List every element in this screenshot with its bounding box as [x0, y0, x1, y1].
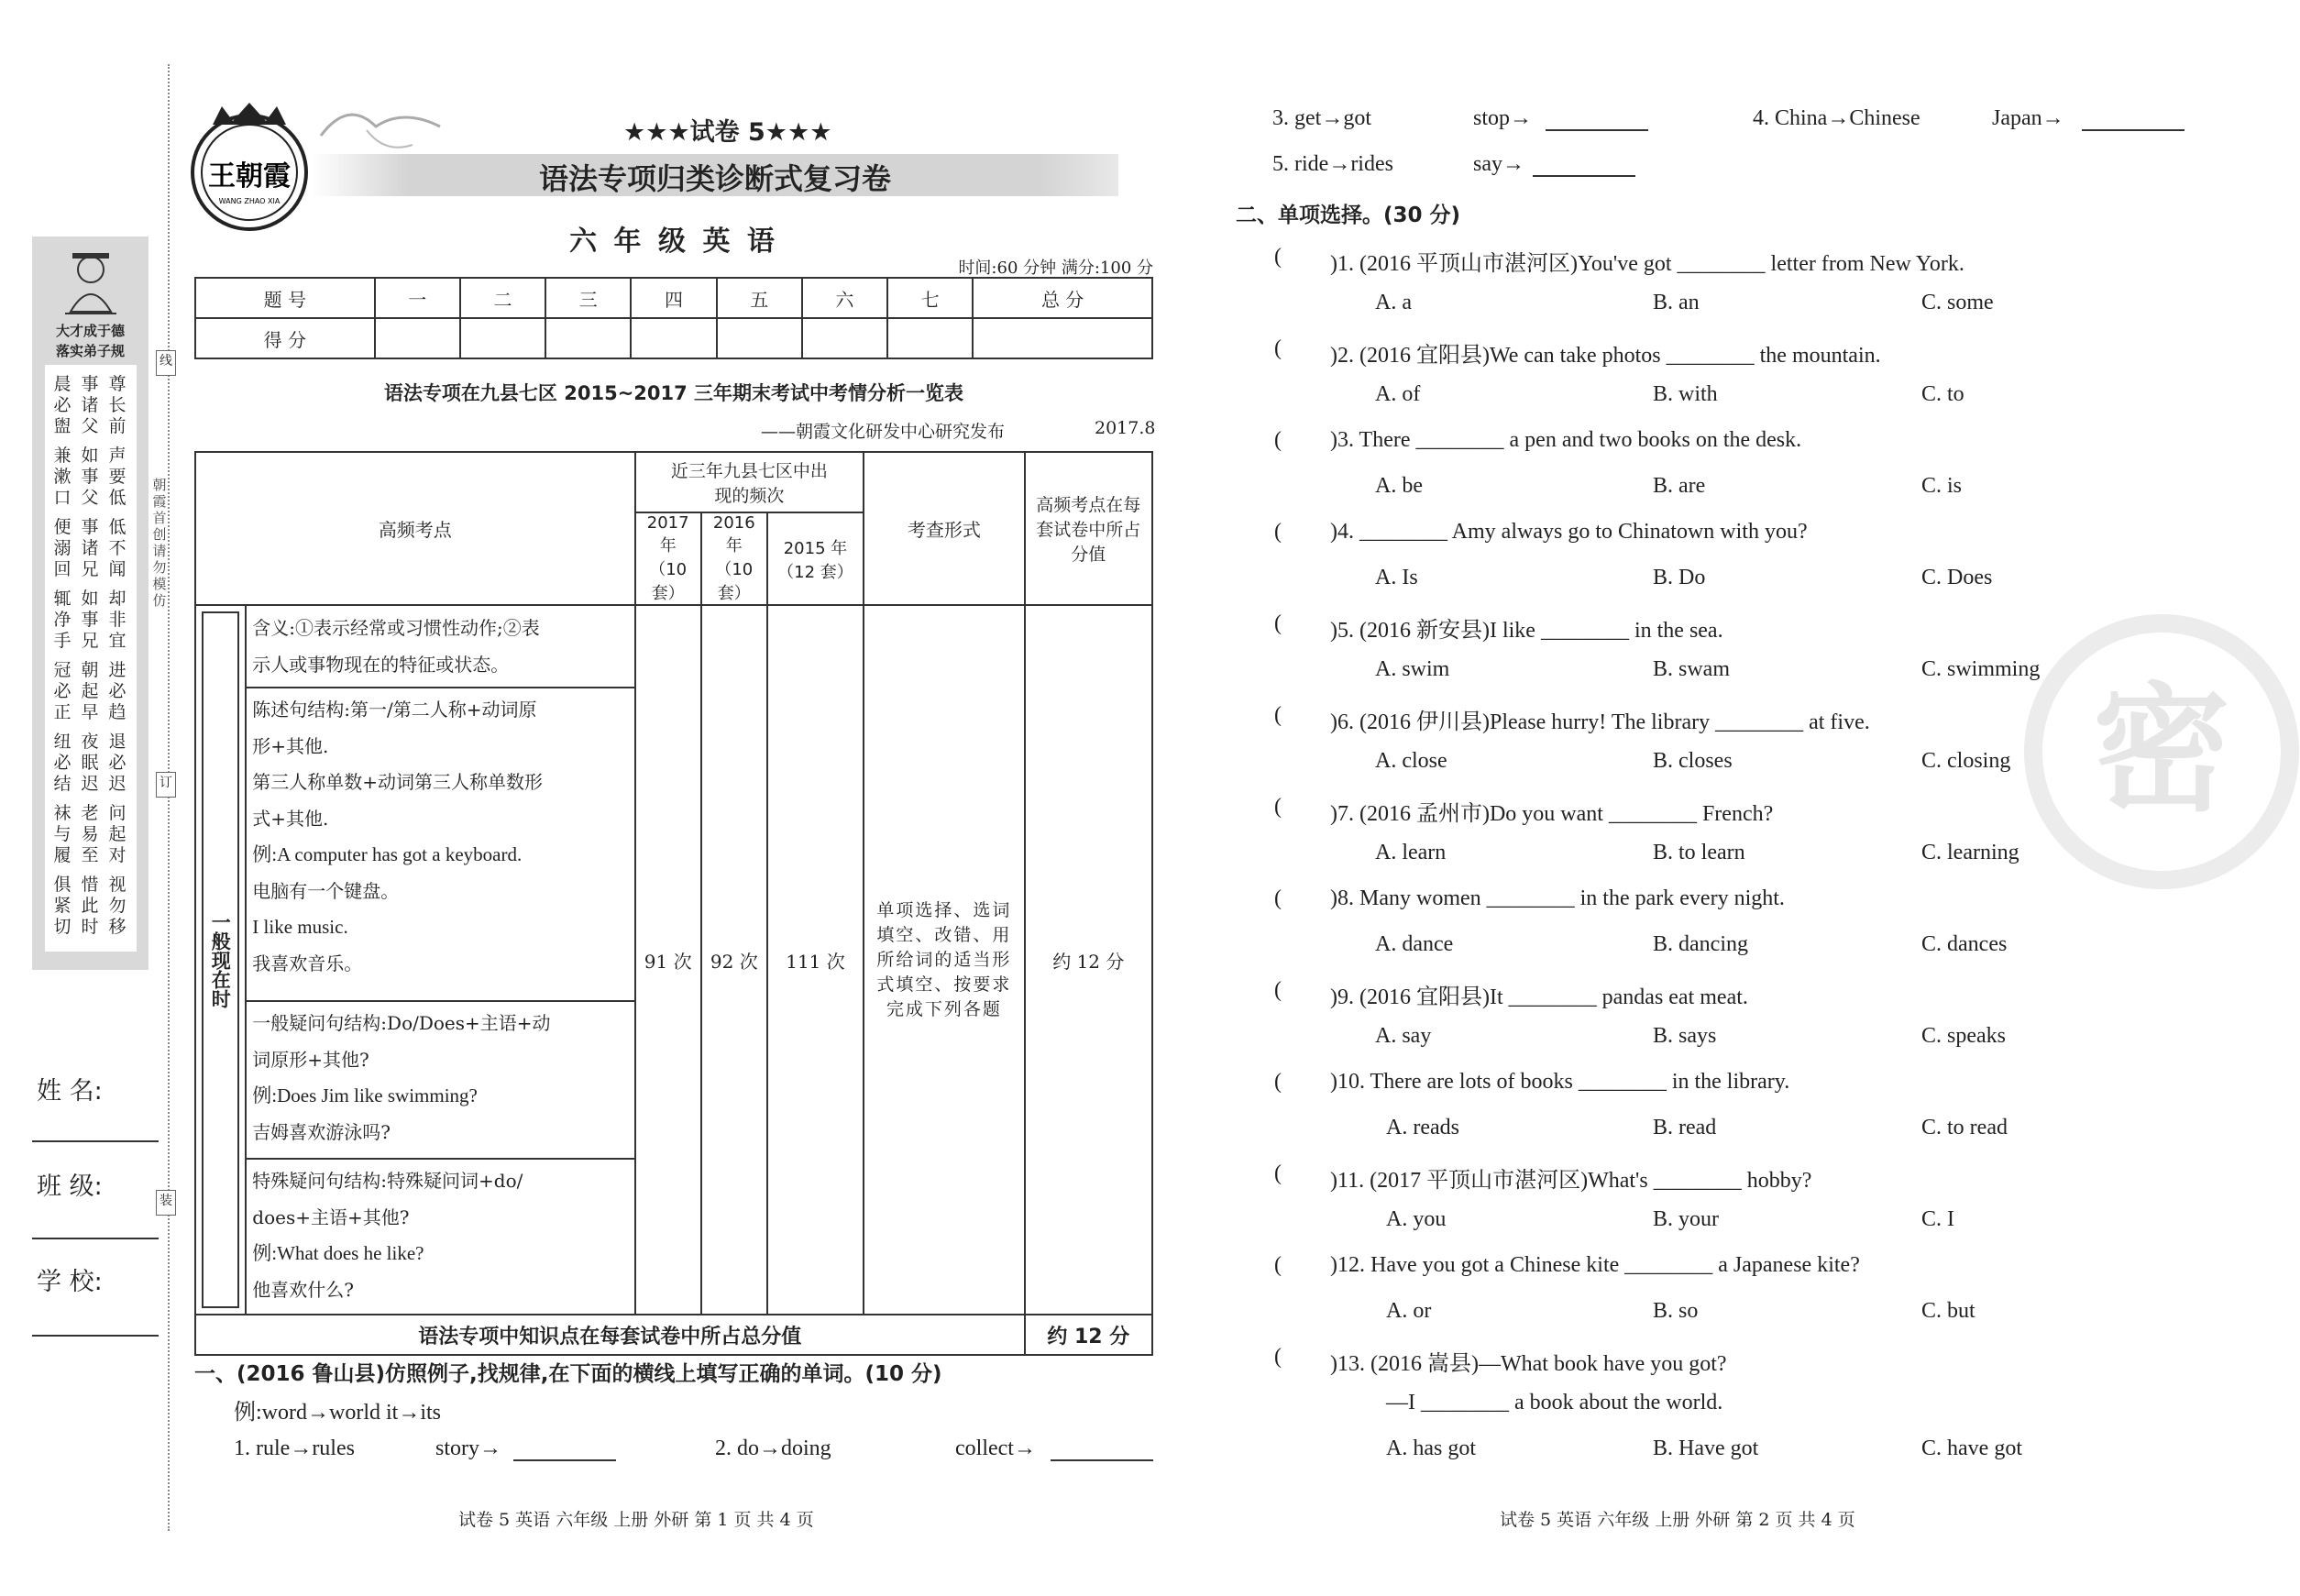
answer-paren[interactable]: (	[1274, 1161, 1282, 1185]
couplet-column: 尊长前	[108, 374, 127, 436]
option-b[interactable]: B. says	[1653, 1024, 1717, 1048]
couplet-column: 如事父	[81, 446, 99, 508]
section2-title: 二、单项选择。(30 分)	[1236, 204, 1461, 227]
option-b[interactable]: B. to learn	[1653, 841, 1745, 864]
q13-paren[interactable]: (	[1274, 1345, 1282, 1369]
option-a[interactable]: A. of	[1375, 382, 1421, 406]
motto-line-2: 落实弟子规	[55, 343, 125, 359]
option-c[interactable]: C. speaks	[1921, 1024, 2006, 1048]
secret-stamp-icon	[2024, 614, 2299, 889]
topic-line: 含义:①表示经常或习惯性动作;②表	[252, 617, 540, 639]
couplet-column: 冠必正	[53, 660, 72, 722]
s1-item-1-prompt: story→	[435, 1436, 501, 1460]
analysis-source: ——朝霞文化研发中心研究发布	[761, 422, 1006, 442]
question-stem: )1. (2016 平顶山市湛河区)You've got ________ letter from New York.	[1330, 252, 1964, 276]
score-row-label: 得 分	[195, 318, 375, 358]
option-a[interactable]: A. close	[1375, 749, 1447, 773]
option-c[interactable]: C. dances	[1921, 932, 2008, 956]
couplet-column: 惜此时	[81, 875, 99, 937]
question-stem: )9. (2016 宜阳县)It ________ pandas eat meat.	[1330, 985, 1748, 1009]
topic-line: 示人或事物现在的特征或状态。	[252, 654, 510, 676]
stamp-char: 密	[2092, 671, 2231, 831]
couplet-column: 声要低	[108, 446, 127, 508]
motto-line-1: 大才成于德	[55, 323, 125, 339]
answer-paren[interactable]: (	[1274, 428, 1282, 452]
option-b[interactable]: B. an	[1653, 291, 1700, 314]
option-c[interactable]: C. swimming	[1921, 657, 2041, 681]
s1-item-3-prompt: stop→	[1473, 106, 1533, 130]
s1-item-2-given: 2. do→doing	[715, 1436, 831, 1460]
topic-line: 例:A computer has got a keyboard.	[252, 843, 523, 865]
category-cell	[195, 605, 246, 1315]
topic-line: 特殊疑问句结构:特殊疑问词+do/	[252, 1170, 523, 1192]
total-value: 约 12 分	[1025, 1315, 1152, 1355]
option-b[interactable]: B. dancing	[1653, 932, 1748, 956]
score-cell[interactable]	[460, 318, 545, 358]
topic-line: 词原形+其他?	[252, 1048, 369, 1071]
s1-item-1-given: 1. rule→rules	[234, 1436, 355, 1460]
s1-item-5-prompt: say→	[1473, 152, 1524, 176]
option-c[interactable]: C. some	[1921, 291, 1994, 314]
name-field[interactable]	[32, 1140, 159, 1142]
exam-number: ★★★试卷 5★★★	[623, 118, 832, 147]
option-b[interactable]: B. are	[1653, 474, 1706, 498]
score-cell[interactable]	[717, 318, 802, 358]
class-label: 班 级:	[37, 1172, 103, 1201]
topic-cell-special-question	[246, 1159, 634, 1315]
q13-option-b[interactable]: B. Have got	[1653, 1436, 1759, 1460]
option-b[interactable]: B. with	[1653, 382, 1718, 406]
cut-mark-1: 线	[156, 350, 176, 376]
score-table	[194, 277, 1153, 359]
page2-footer: 试卷 5 英语 六年级 上册 外研 第 2 页 共 4 页	[1500, 1510, 1855, 1530]
topic-line: 他喜欢什么?	[252, 1278, 355, 1301]
s1-item-4-given: 4. China→Chinese	[1753, 106, 1920, 130]
exam-form: 单项选择、选词填空、改错、用所给词的适当形式填空、按要求完成下列各题	[864, 605, 1024, 1315]
answer-paren[interactable]: (	[1274, 520, 1282, 544]
header-2017: 2017 年（10 套）	[635, 512, 701, 605]
topic-line: I like music.	[252, 916, 348, 938]
topic-line: 例:What does he like?	[252, 1242, 424, 1264]
couplet-column: 辄净手	[53, 589, 72, 651]
couplet-column: 如事兄	[81, 589, 99, 651]
time-info: 时间:60 分钟 满分:100 分	[958, 259, 1153, 278]
topic-line: 我喜欢音乐。	[252, 952, 363, 974]
topic-line: 电脑有一个键盘。	[252, 879, 400, 902]
page1-footer: 试卷 5 英语 六年级 上册 外研 第 1 页 共 4 页	[458, 1510, 814, 1530]
answer-paren[interactable]: (	[1274, 1253, 1282, 1277]
s1-item-1-blank[interactable]	[513, 1459, 616, 1461]
question-stem: )7. (2016 孟州市)Do you want ________ French?	[1330, 802, 1774, 826]
category-label: 一般现在时	[202, 611, 239, 1308]
topic-line: 第三人称单数+动词第三人称单数形	[252, 771, 544, 793]
question-stem: )6. (2016 伊川县)Please hurry! The library ________ at five.	[1330, 710, 1870, 734]
s1-item-5-blank[interactable]	[1533, 175, 1635, 177]
option-a[interactable]: A. learn	[1375, 841, 1447, 864]
score-value: 约 12 分	[1025, 605, 1152, 1315]
option-c[interactable]: C. learning	[1921, 841, 2019, 864]
score-cell[interactable]	[545, 318, 631, 358]
couplet-column: 进必趋	[108, 660, 127, 722]
answer-paren[interactable]: (	[1274, 795, 1282, 819]
question-stem: )11. (2017 平顶山市湛河区)What's ________ hobby?	[1330, 1169, 1812, 1193]
analysis-date: 2017.8	[1095, 418, 1156, 438]
score-header: 题 号	[195, 278, 375, 318]
couplet-column: 兼漱口	[53, 446, 72, 508]
couplet-column: 晨必盥	[53, 374, 72, 436]
answer-paren[interactable]: (	[1274, 703, 1282, 727]
answer-paren[interactable]: (	[1274, 978, 1282, 1002]
option-a[interactable]: A. dance	[1375, 932, 1454, 956]
option-a[interactable]: A. say	[1375, 1024, 1432, 1048]
q13-line2: —I ________ a book about the world.	[1386, 1391, 1723, 1414]
q13-option-c[interactable]: C. have got	[1921, 1436, 2022, 1460]
couplet-column: 问起对	[108, 803, 127, 865]
topic-line: 例:Does Jim like swimming?	[252, 1084, 478, 1106]
header-form: 考查形式	[864, 452, 1024, 605]
option-b[interactable]: B. Do	[1653, 566, 1706, 589]
s1-item-4-prompt: Japan→	[1992, 106, 2064, 130]
topic-line: 一般疑问句结构:Do/Does+主语+动	[252, 1012, 551, 1034]
question-stem: )10. There are lots of books ________ in the library.	[1330, 1070, 1790, 1094]
topic-cell-statement	[246, 688, 634, 1001]
topic-line: 吉姆喜欢游泳吗?	[252, 1120, 391, 1143]
q13-option-a[interactable]: A. has got	[1386, 1436, 1476, 1460]
option-c[interactable]: C. is	[1921, 474, 1963, 498]
q13-stem: )13. (2016 嵩县)—What book have you got?	[1330, 1352, 1727, 1376]
score-header: 四	[631, 278, 716, 318]
score-header: 一	[375, 278, 460, 318]
answer-paren[interactable]: (	[1274, 336, 1282, 360]
couplet-column: 纽必结	[53, 732, 72, 794]
answer-paren[interactable]: (	[1274, 611, 1282, 635]
s1-item-2-prompt: collect→	[955, 1436, 1036, 1460]
s1-item-3-blank[interactable]	[1546, 129, 1648, 131]
option-a[interactable]: A. a	[1375, 291, 1412, 314]
option-c[interactable]: C. Does	[1921, 566, 1993, 589]
name-label: 姓 名:	[37, 1077, 103, 1106]
option-c[interactable]: C. to	[1921, 382, 1964, 406]
header-2016: 2016 年（10 套）	[701, 512, 767, 605]
analysis-table	[194, 451, 1153, 1356]
option-c[interactable]: C. I	[1921, 1207, 1954, 1231]
topic-line: 形+其他.	[252, 734, 329, 757]
s1-item-4-blank[interactable]	[2082, 129, 2184, 131]
s1-item-5-given: 5. ride→rides	[1272, 152, 1393, 176]
section1-title: 一、(2016 鲁山县)仿照例子,找规律,在下面的横线上填写正确的单词。(10 分)	[194, 1362, 942, 1386]
header-topic: 高频考点	[195, 452, 635, 605]
section1-example: 例:word→world it→its	[234, 1401, 441, 1425]
couplet-column: 便溺回	[53, 517, 72, 579]
couplet-column: 事诸兄	[81, 517, 99, 579]
option-c[interactable]: C. closing	[1921, 749, 2011, 773]
couplet-column: 事诸父	[81, 374, 99, 436]
s1-item-2-blank[interactable]	[1051, 1459, 1153, 1461]
header-frequency: 近三年九县七区中出现的频次	[635, 452, 864, 512]
header-value: 高频考点在每套试卷中所占分值	[1025, 452, 1152, 605]
score-header: 五	[717, 278, 802, 318]
school-label: 学 校:	[37, 1268, 103, 1296]
option-b[interactable]: B. swam	[1653, 657, 1730, 681]
analysis-title: 语法专项在九县七区 2015~2017 三年期末考试中考情分析一览表	[383, 382, 964, 404]
scholar-figure-icon	[58, 244, 124, 317]
option-a[interactable]: A. reads	[1386, 1116, 1459, 1139]
option-c[interactable]: C. to read	[1921, 1116, 2008, 1139]
option-b[interactable]: B. read	[1653, 1116, 1717, 1139]
couplet-column: 俱紧切	[53, 875, 72, 937]
option-a[interactable]: A. or	[1386, 1299, 1432, 1323]
option-c[interactable]: C. but	[1921, 1299, 1975, 1323]
school-field[interactable]	[32, 1335, 159, 1337]
couplet-column: 朝起早	[81, 660, 99, 722]
question-stem: )3. There ________ a pen and two books on the desk.	[1330, 428, 1802, 452]
couplet-column: 却非宜	[108, 589, 127, 651]
di-zi-gui-couplets	[45, 365, 137, 952]
answer-paren[interactable]: (	[1274, 886, 1282, 910]
option-b[interactable]: B. your	[1653, 1207, 1719, 1231]
question-stem: )12. Have you got a Chinese kite ________ a Japanese kite?	[1330, 1253, 1860, 1277]
subject-title: 六 年 级 英 语	[569, 226, 778, 258]
couplet-column: 低不闻	[108, 517, 127, 579]
cut-mark-2: 订	[156, 772, 176, 798]
answer-paren[interactable]: (	[1274, 1070, 1282, 1094]
score-cell[interactable]	[973, 318, 1152, 358]
score-header: 三	[545, 278, 631, 318]
binding-line	[168, 64, 170, 1531]
logo-text: 王朝霞	[208, 160, 291, 193]
option-b[interactable]: B. so	[1653, 1299, 1699, 1323]
question-stem: )5. (2016 新安县)I like ________ in the sea.	[1330, 619, 1723, 643]
option-a[interactable]: A. swim	[1375, 657, 1450, 681]
score-header: 二	[460, 278, 545, 318]
question-stem: )2. (2016 宜阳县)We can take photos ________ the mountain.	[1330, 344, 1881, 368]
question-stem: )8. Many women ________ in the park every night.	[1330, 886, 1785, 910]
couplet-column: 视勿移	[108, 875, 127, 937]
banner-title: 语法专项归类诊断式复习卷	[538, 161, 891, 196]
cut-mark-3: 装	[156, 1190, 176, 1216]
option-b[interactable]: B. closes	[1653, 749, 1733, 773]
class-field[interactable]	[32, 1238, 159, 1239]
score-header: 六	[802, 278, 887, 318]
option-a[interactable]: A. you	[1386, 1207, 1447, 1231]
count-2017: 91 次	[635, 605, 701, 1315]
couplet-column: 夜眠迟	[81, 732, 99, 794]
option-a[interactable]: A. Is	[1375, 566, 1418, 589]
count-2016: 92 次	[701, 605, 767, 1315]
total-label: 语法专项中知识点在每套试卷中所占总分值	[195, 1315, 1025, 1355]
score-cell[interactable]	[802, 318, 887, 358]
question-stem: )4. ________ Amy always go to Chinatown with you?	[1330, 520, 1808, 544]
score-header: 七	[887, 278, 973, 318]
score-header: 总 分	[973, 278, 1152, 318]
topic-cell-meaning	[246, 605, 634, 688]
motto-panel	[32, 237, 149, 970]
score-cell[interactable]	[887, 318, 973, 358]
couplet-column: 退必迟	[108, 732, 127, 794]
header-2015: 2015 年（12 套）	[767, 512, 864, 605]
side-note: 朝霞首创 请勿模仿	[152, 477, 167, 609]
couplet-column: 老易至	[81, 803, 99, 865]
answer-paren[interactable]: (	[1274, 245, 1282, 269]
option-a[interactable]: A. be	[1375, 474, 1423, 498]
count-2015: 111 次	[767, 605, 864, 1315]
s1-item-3-given: 3. get→got	[1272, 106, 1371, 130]
topic-cell-general-question	[246, 1001, 634, 1159]
score-cell[interactable]	[375, 318, 460, 358]
couplet-column: 袜与履	[53, 803, 72, 865]
score-cell[interactable]	[631, 318, 716, 358]
topic-line: does+主语+其他?	[252, 1205, 410, 1228]
topic-line: 陈述句结构:第一/第二人称+动词原	[252, 699, 537, 721]
topic-line: 式+其他.	[252, 807, 329, 830]
logo-sub: WANG ZHAO XIA	[218, 197, 281, 205]
